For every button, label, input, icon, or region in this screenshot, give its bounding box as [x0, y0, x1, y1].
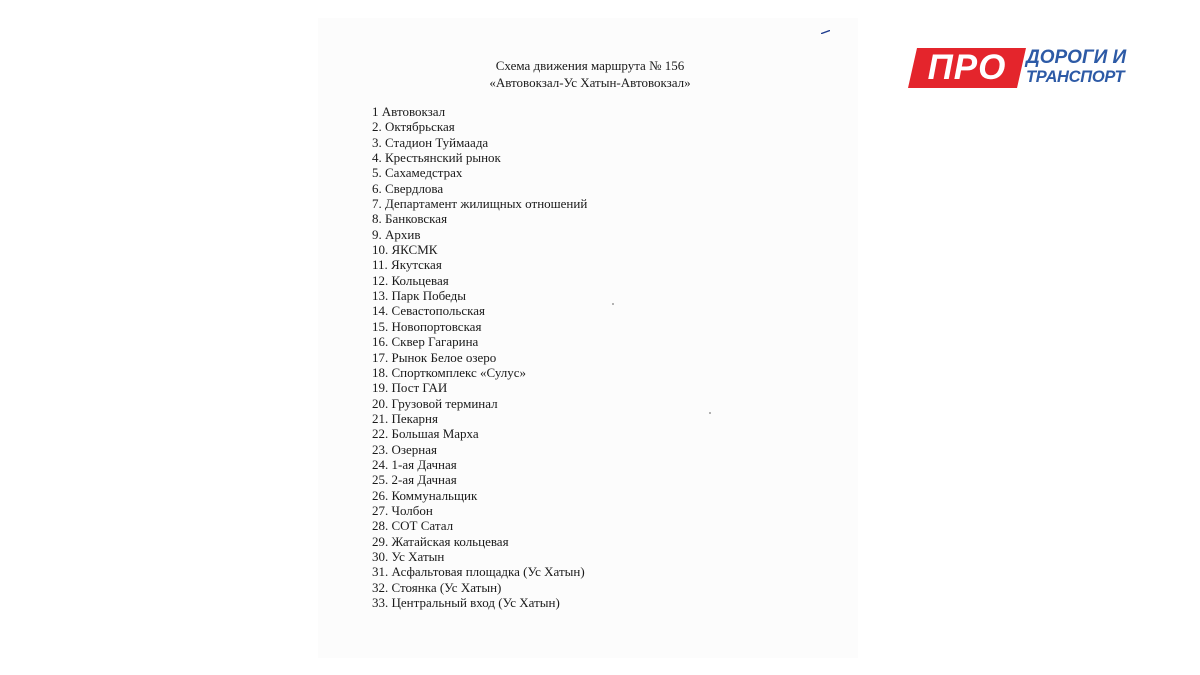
scan-speck	[709, 412, 711, 414]
document-title	[420, 57, 760, 91]
stop-item: 15. Новопортовская	[372, 318, 482, 334]
route-name: «Автовокзал-Ус Хатын-Автовокзал»	[489, 75, 691, 90]
stop-item: 12. Кольцевая	[372, 272, 449, 288]
stop-item: 28. СОТ Сатал	[372, 518, 454, 534]
logo-line1: ДОРОГИ И	[1026, 47, 1127, 68]
stop-item: 25. 2-ая Дачная	[372, 472, 457, 488]
logo-pro-text: ПРО	[927, 48, 1007, 87]
stop-item: 4. Крестьянский рынок	[372, 150, 501, 166]
stop-item: 6. Свердлова	[372, 180, 444, 196]
stop-item: 24. 1-ая Дачная	[372, 456, 457, 472]
stop-item: 31. Асфальтовая площадка (Ус Хатын)	[372, 564, 585, 580]
stop-item: 17. Рынок Белое озеро	[372, 349, 497, 365]
stop-item: 33. Центральный вход (Ус Хатын)	[372, 595, 560, 610]
stop-item: 9. Архив	[372, 226, 421, 242]
stop-item: 13. Парк Победы	[372, 288, 467, 304]
stop-item: 14. Севастопольская	[372, 303, 485, 319]
stop-item: 23. Озерная	[372, 441, 437, 457]
stop-item: 19. Пост ГАИ	[372, 380, 448, 396]
stop-item: 18. Спорткомплекс «Сулус»	[372, 364, 527, 380]
stop-item: 26. Коммунальщик	[372, 487, 478, 503]
stop-item: 10. ЯКСМК	[372, 242, 438, 258]
stop-item: 22. Большая Марха	[372, 426, 479, 442]
logo-words	[1026, 48, 1160, 87]
stop-list	[372, 104, 587, 610]
stop-item: 30. Ус Хатын	[372, 548, 445, 564]
stop-item: 29. Жатайская кольцевая	[372, 533, 509, 549]
stop-item: 11. Якутская	[372, 257, 442, 273]
stop-item: 16. Сквер Гагарина	[372, 334, 479, 350]
stop-item: 27. Чолбон	[372, 502, 433, 518]
stop-item: 2. Октябрьская	[372, 119, 455, 135]
route-scheme-title: Схема движения маршрута № 156	[495, 58, 685, 73]
stop-item: 21. Пекарня	[372, 410, 438, 426]
stop-item: 7. Департамент жилищных отношений	[372, 196, 588, 212]
stop-item: 3. Стадион Туймаада	[372, 134, 489, 150]
pro-dorogi-transport-logo	[908, 48, 1158, 90]
scan-speck	[612, 303, 614, 305]
stop-item: 20. Грузовой терминал	[372, 395, 498, 411]
stop-item: 8. Банковская	[372, 211, 448, 227]
pen-mark	[821, 30, 830, 34]
stop-item: 5. Сахамедстрах	[372, 165, 463, 181]
stop-item: 1 Автовокзал	[372, 104, 446, 119]
logo-line2: ТРАНСПОРТ	[1026, 68, 1125, 86]
stop-item: 32. Стоянка (Ус Хатын)	[372, 579, 502, 595]
